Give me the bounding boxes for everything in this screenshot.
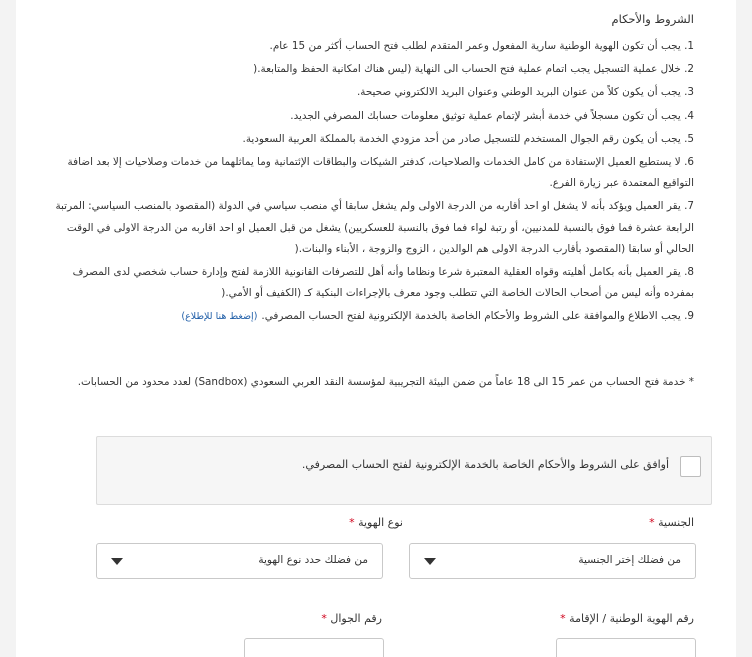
required-mark: * (560, 612, 566, 625)
terms-item-3 (44, 82, 694, 103)
terms-item-number: 1. (684, 40, 694, 52)
id-type-label (349, 516, 403, 529)
id-number-input[interactable] (556, 638, 696, 657)
nationality-label-text: الجنسية (658, 516, 694, 529)
chevron-down-icon (111, 558, 123, 565)
nationality-select[interactable] (409, 543, 696, 579)
terms-item-text: لا يستطيع العميل الإستفادة من كامل الخدمات والصلاحيات، كدفتر الشيكات والبطاقات الإئتمانية وما يماثلهما من خدمات وصلاحيات إلا بعد اضافة التواقيع المعتمدة عبر زيارة الفرع. (67, 156, 694, 190)
terms-item-number: 9. (684, 310, 694, 323)
id-type-label-text: نوع الهوية (358, 516, 403, 529)
account-opening-form (16, 0, 736, 657)
agree-label: أوافق على الشروط والأحكام الخاصة بالخدمة الإلكترونية لفتح الحساب المصرفي. (301, 458, 669, 471)
terms-list (44, 36, 694, 328)
terms-item-text: خلال عملية التسجيل يجب اتمام عملية فتح الحساب الى النهاية (ليس هناك امكانية الحفظ والمتابعة.( (253, 63, 681, 76)
id-number-label (560, 612, 694, 625)
view-terms-link[interactable]: (إضغط هنا للإطلاع) (181, 311, 258, 323)
mobile-label-text: رقم الجوال (330, 612, 382, 625)
terms-item-text: يجب أن يكون كلاً من عنوان البريد الوطني وعنوان البريد الالكتروني صحيحة. (356, 86, 681, 99)
terms-item-text: يجب أن يكون رقم الجوال المستخدم للتسجيل صادر من أحد مزودي الخدمة بالمملكة العربية السعودية. (242, 132, 681, 145)
id-type-select-value: من فضلك حدد نوع الهوية (258, 554, 368, 566)
terms-title: الشروط والأحكام (611, 12, 694, 26)
page-margin-left (0, 0, 16, 657)
terms-item-text: يقر العميل ويؤكد بأنه لا يشغل او احد أقاربه من الدرجة الاولى ولم يشغل سابقا أي منصب سياسي في الدولة (المقصود بالمنصب السياسي: المرتبة الرابعة عشرة فما فوق بالنسبة للمدنيين، أو رتبة لواء فما فوق بالنسبة للعسكريين) يشغل من قبل العميل او احد اقاربه من الدرجة الاولى في الوقت الحالي أو سابقا (المقصود بأقارب الدرجة الاولى هم الوالدين ، الزوج والزوجة ، الأبناء والبنات.( (55, 200, 694, 255)
terms-item-text: يجب أن تكون مسجلاً في خدمة أبشر لإتمام عملية توثيق معلومات حسابك المصرفي الجديد. (290, 109, 681, 122)
terms-item-6 (44, 152, 694, 194)
id-number-label-text: رقم الهوية الوطنية / الإقامة (569, 612, 694, 625)
terms-item-5 (44, 129, 694, 150)
terms-item-number: 3. (684, 86, 694, 99)
id-type-select[interactable] (96, 543, 383, 579)
page-margin-right (736, 0, 752, 657)
terms-item-8 (44, 262, 694, 304)
terms-item-4 (44, 106, 694, 127)
terms-item-text: يجب أن تكون الهوية الوطنية سارية المفعول وعمر المتقدم لطلب فتح الحساب أكثر من 15 عام. (269, 40, 681, 52)
sandbox-note: * خدمة فتح الحساب من عمر 15 الى 18 عاماً من ضمن البيئة التجريبية لمؤسسة النقد العربي السعودي (Sandbox) لعدد محدود من الحسابات. (77, 376, 694, 388)
terms-item-1 (44, 36, 694, 57)
terms-item-7 (44, 196, 694, 260)
terms-item-text: يجب الاطلاع والموافقة على الشروط والأحكام الخاصة بالخدمة الإلكترونية لفتح الحساب المصرفي. (261, 310, 681, 323)
agreement-panel (96, 436, 712, 505)
required-mark: * (349, 516, 355, 529)
nationality-label (649, 516, 694, 529)
terms-item-number: 7. (684, 200, 694, 213)
terms-item-9 (44, 306, 694, 327)
terms-item-number: 4. (684, 109, 694, 122)
terms-item-text: يقر العميل بأنه بكامل أهليته وقواه العقلية المعتبرة شرعا ونظاما وأنه أهل للتصرفات القانونية اللازمة لفتح وإدارة حساب شخصي لدى المصرف بمفرده وأنه ليس من أصحاب الحالات الخاصة التي تتطلب وجود معرف بالإجراءات البنكية كـ (الكفيف أو الأمي.( (72, 266, 694, 300)
terms-item-2 (44, 59, 694, 80)
terms-item-number: 6. (684, 156, 694, 169)
mobile-label (321, 612, 382, 625)
chevron-down-icon (424, 558, 436, 565)
mobile-input[interactable] (244, 638, 384, 657)
terms-item-number: 2. (684, 63, 694, 76)
required-mark: * (321, 612, 327, 625)
nationality-select-value: من فضلك إختر الجنسية (578, 554, 681, 566)
terms-item-number: 8. (684, 266, 694, 279)
agree-checkbox[interactable] (680, 456, 701, 477)
terms-item-number: 5. (684, 132, 694, 145)
required-mark: * (649, 516, 655, 529)
